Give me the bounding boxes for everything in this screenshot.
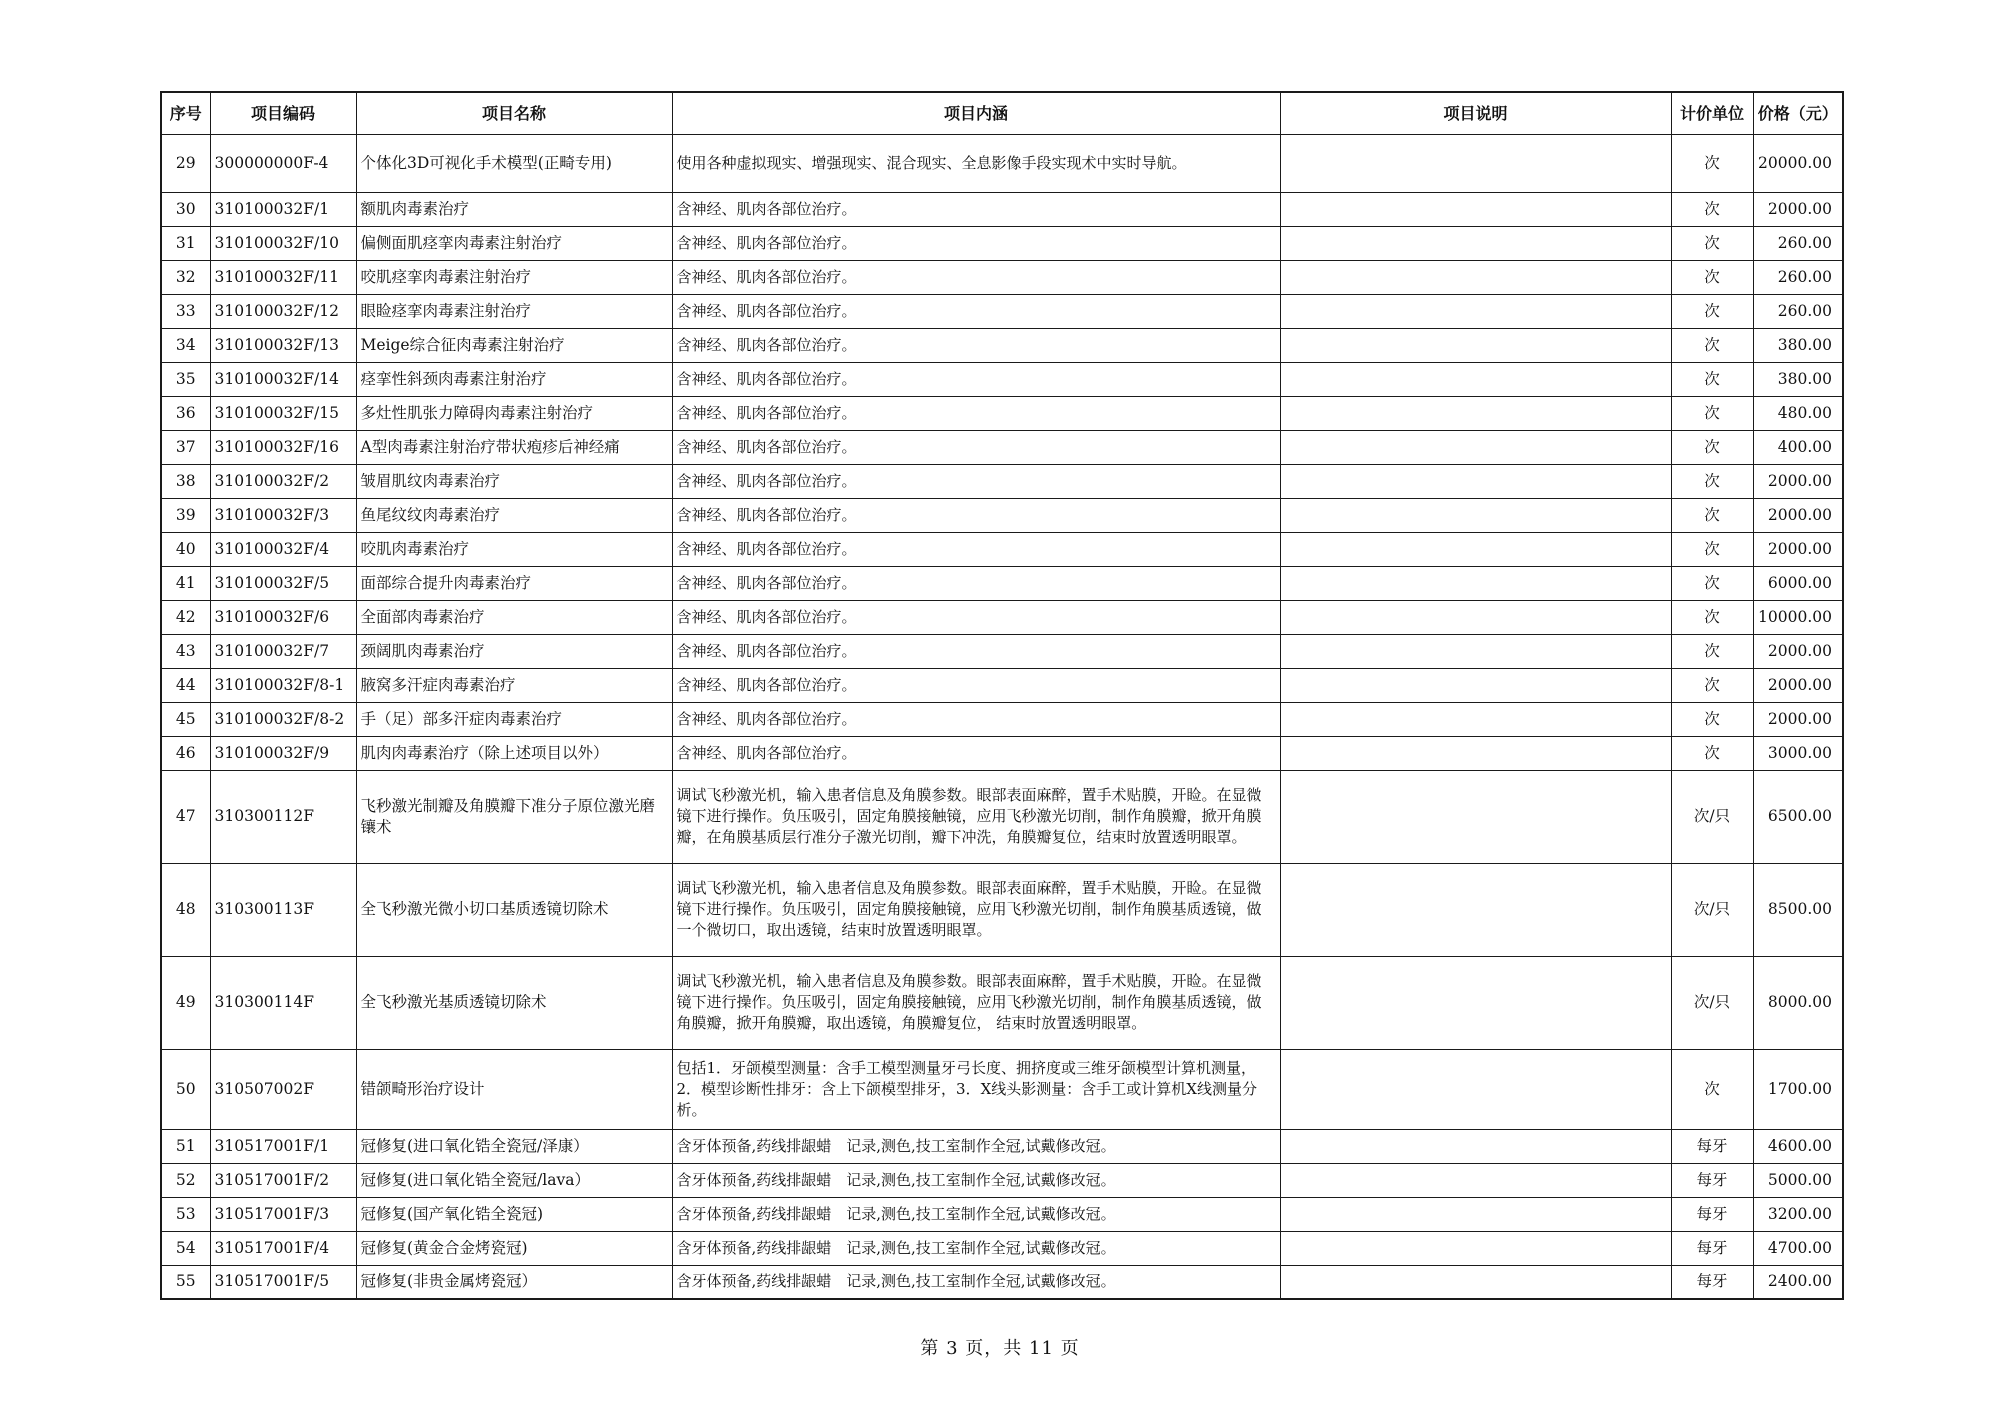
header-code: 项目编码 [210,92,356,134]
row-number: 40 [161,532,210,566]
row-number: 45 [161,702,210,736]
table-row [161,192,1843,226]
item-name: A型肉毒素注射治疗带状疱疹后神经痛 [356,430,672,464]
item-code: 310100032F/5 [210,566,356,600]
table-row [161,532,1843,566]
header-note: 项目说明 [1280,92,1671,134]
pricing-unit: 次 [1671,566,1753,600]
table-row [161,1231,1843,1265]
item-content: 含神经、肌肉各部位治疗。 [672,226,1280,260]
item-price: 260.00 [1753,260,1843,294]
table-row [161,566,1843,600]
item-content: 含神经、肌肉各部位治疗。 [672,668,1280,702]
table-row [161,1265,1843,1299]
item-price: 380.00 [1753,362,1843,396]
item-price: 380.00 [1753,328,1843,362]
pricing-unit: 每牙 [1671,1129,1753,1163]
row-number: 53 [161,1197,210,1231]
item-name: 痉挛性斜颈肉毒素注射治疗 [356,362,672,396]
item-note [1280,1163,1671,1197]
row-number: 35 [161,362,210,396]
table-row [161,1049,1843,1129]
item-price: 8000.00 [1753,956,1843,1049]
pricing-unit: 次 [1671,328,1753,362]
item-content: 含神经、肌肉各部位治疗。 [672,634,1280,668]
item-name: 冠修复(进口氧化锆全瓷冠/泽康） [356,1129,672,1163]
item-note [1280,1129,1671,1163]
item-content: 含神经、肌肉各部位治疗。 [672,498,1280,532]
item-name: 个体化3D可视化手术模型(正畸专用) [356,134,672,192]
item-note [1280,328,1671,362]
item-name: 鱼尾纹纹肉毒素治疗 [356,498,672,532]
item-price: 4700.00 [1753,1231,1843,1265]
item-code: 310300114F [210,956,356,1049]
item-code: 310100032F/6 [210,600,356,634]
table-row [161,956,1843,1049]
item-content: 含神经、肌肉各部位治疗。 [672,566,1280,600]
price-table [160,91,1844,1300]
item-code: 310100032F/14 [210,362,356,396]
table-row [161,634,1843,668]
item-note [1280,702,1671,736]
row-number: 41 [161,566,210,600]
item-price: 2000.00 [1753,498,1843,532]
item-price: 2000.00 [1753,702,1843,736]
item-price: 6000.00 [1753,566,1843,600]
pricing-unit: 次 [1671,1049,1753,1129]
item-note [1280,634,1671,668]
item-price: 4600.00 [1753,1129,1843,1163]
pricing-unit: 次 [1671,260,1753,294]
item-price: 3200.00 [1753,1197,1843,1231]
table-row [161,430,1843,464]
item-price: 2400.00 [1753,1265,1843,1299]
page-number: 第 3 页，共 11 页 [920,1338,1080,1359]
row-number: 51 [161,1129,210,1163]
item-name: 肌肉肉毒素治疗（除上述项目以外） [356,736,672,770]
table-row [161,498,1843,532]
row-number: 39 [161,498,210,532]
item-note [1280,192,1671,226]
pricing-unit: 次 [1671,192,1753,226]
item-price: 20000.00 [1753,134,1843,192]
row-number: 34 [161,328,210,362]
item-name: 腋窝多汗症肉毒素治疗 [356,668,672,702]
item-price: 480.00 [1753,396,1843,430]
item-price: 10000.00 [1753,600,1843,634]
table-body [161,134,1843,1299]
item-note [1280,362,1671,396]
item-content: 调试飞秒激光机，输入患者信息及角膜参数。眼部表面麻醉，置手术贴膜，开睑。在显微镜下进行操作。负压吸引，固定角膜接触镜，应用飞秒激光切削，制作角膜基质透镜，做一个微切口，取出透镜，结束时放置透明眼罩。 [672,863,1280,956]
item-name: 错颌畸形治疗设计 [356,1049,672,1129]
item-content: 使用各种虚拟现实、增强现实、混合现实、全息影像手段实现术中实时导航。 [672,134,1280,192]
table-row [161,260,1843,294]
pricing-unit: 每牙 [1671,1231,1753,1265]
pricing-unit: 次 [1671,362,1753,396]
pricing-unit: 每牙 [1671,1163,1753,1197]
item-content: 含神经、肌肉各部位治疗。 [672,260,1280,294]
item-name: 咬肌痉挛肉毒素注射治疗 [356,260,672,294]
item-price: 2000.00 [1753,464,1843,498]
item-note [1280,1265,1671,1299]
item-note [1280,668,1671,702]
row-number: 55 [161,1265,210,1299]
pricing-unit: 次 [1671,226,1753,260]
item-code: 310100032F/11 [210,260,356,294]
item-code: 300000000F-4 [210,134,356,192]
table-row [161,863,1843,956]
item-code: 310100032F/4 [210,532,356,566]
item-code: 310100032F/15 [210,396,356,430]
item-name: 全飞秒激光微小切口基质透镜切除术 [356,863,672,956]
item-note [1280,498,1671,532]
item-price: 1700.00 [1753,1049,1843,1129]
header-content: 项目内涵 [672,92,1280,134]
item-note [1280,226,1671,260]
table-row [161,464,1843,498]
row-number: 50 [161,1049,210,1129]
item-price: 8500.00 [1753,863,1843,956]
item-code: 310100032F/7 [210,634,356,668]
item-code: 310100032F/2 [210,464,356,498]
row-number: 33 [161,294,210,328]
header-no: 序号 [161,92,210,134]
item-price: 2000.00 [1753,532,1843,566]
item-code: 310100032F/8-1 [210,668,356,702]
item-code: 310300112F [210,770,356,863]
table-row [161,328,1843,362]
pricing-unit: 次 [1671,396,1753,430]
item-name: 偏侧面肌痉挛肉毒素注射治疗 [356,226,672,260]
table-header-row [161,92,1843,134]
pricing-unit: 次/只 [1671,956,1753,1049]
row-number: 49 [161,956,210,1049]
item-note [1280,1049,1671,1129]
item-name: 冠修复(非贵金属烤瓷冠） [356,1265,672,1299]
item-price: 260.00 [1753,226,1843,260]
item-content: 含神经、肌肉各部位治疗。 [672,328,1280,362]
row-number: 46 [161,736,210,770]
item-note [1280,464,1671,498]
item-note [1280,1231,1671,1265]
row-number: 44 [161,668,210,702]
item-code: 310100032F/16 [210,430,356,464]
table-row [161,396,1843,430]
item-content: 调试飞秒激光机，输入患者信息及角膜参数。眼部表面麻醉，置手术贴膜，开睑。在显微镜下进行操作。负压吸引，固定角膜接触镜，应用飞秒激光切削，制作角膜基质透镜，做角膜瓣，掀开角膜瓣，取出透镜，角膜瓣复位， 结束时放置透明眼罩。 [672,956,1280,1049]
pricing-unit: 次/只 [1671,863,1753,956]
item-content: 含神经、肌肉各部位治疗。 [672,396,1280,430]
item-price: 2000.00 [1753,668,1843,702]
item-content: 含牙体预备,药线排龈蜡 记录,测色,技工室制作全冠,试戴修改冠。 [672,1129,1280,1163]
item-note [1280,396,1671,430]
item-code: 310517001F/2 [210,1163,356,1197]
item-content: 含神经、肌肉各部位治疗。 [672,430,1280,464]
item-code: 310100032F/3 [210,498,356,532]
pricing-unit: 次 [1671,668,1753,702]
item-content: 含神经、肌肉各部位治疗。 [672,192,1280,226]
row-number: 31 [161,226,210,260]
table-row [161,736,1843,770]
item-name: 额肌肉毒素治疗 [356,192,672,226]
item-code: 310517001F/4 [210,1231,356,1265]
item-content: 含神经、肌肉各部位治疗。 [672,294,1280,328]
item-name: 手（足）部多汗症肉毒素治疗 [356,702,672,736]
pricing-unit: 次 [1671,600,1753,634]
item-code: 310100032F/12 [210,294,356,328]
row-number: 47 [161,770,210,863]
table-row [161,294,1843,328]
item-name: Meige综合征肉毒素注射治疗 [356,328,672,362]
header-price: 价格（元） [1753,92,1843,134]
item-note [1280,1197,1671,1231]
table-row [161,1129,1843,1163]
header-unit: 计价单位 [1671,92,1753,134]
table-row [161,1163,1843,1197]
pricing-unit: 次 [1671,498,1753,532]
pricing-unit: 次/只 [1671,770,1753,863]
item-name: 颈阔肌肉毒素治疗 [356,634,672,668]
table-row [161,1197,1843,1231]
table-row [161,668,1843,702]
item-content: 包括1．牙颌模型测量：含手工模型测量牙弓长度、拥挤度或三维牙颌模型计算机测量，2．模型诊断性排牙：含上下颌模型排牙，3．X线头影测量：含手工或计算机X线测量分析。 [672,1049,1280,1129]
item-code: 310300113F [210,863,356,956]
item-code: 310100032F/1 [210,192,356,226]
row-number: 29 [161,134,210,192]
table-row [161,600,1843,634]
item-note [1280,863,1671,956]
item-note [1280,956,1671,1049]
table-row [161,770,1843,863]
pricing-unit: 每牙 [1671,1265,1753,1299]
item-note [1280,430,1671,464]
item-content: 含神经、肌肉各部位治疗。 [672,362,1280,396]
item-name: 面部综合提升肉毒素治疗 [356,566,672,600]
item-name: 全面部肉毒素治疗 [356,600,672,634]
row-number: 30 [161,192,210,226]
item-note [1280,260,1671,294]
item-code: 310100032F/13 [210,328,356,362]
row-number: 43 [161,634,210,668]
item-note [1280,294,1671,328]
item-content: 含神经、肌肉各部位治疗。 [672,600,1280,634]
item-content: 含牙体预备,药线排龈蜡 记录,测色,技工室制作全冠,试戴修改冠。 [672,1265,1280,1299]
item-content: 含牙体预备,药线排龈蜡 记录,测色,技工室制作全冠,试戴修改冠。 [672,1197,1280,1231]
item-note [1280,134,1671,192]
pricing-unit: 次 [1671,532,1753,566]
header-name: 项目名称 [356,92,672,134]
item-name: 冠修复(国产氧化锆全瓷冠) [356,1197,672,1231]
pricing-unit: 次 [1671,430,1753,464]
item-code: 310100032F/8-2 [210,702,356,736]
item-content: 含神经、肌肉各部位治疗。 [672,532,1280,566]
pricing-unit: 次 [1671,702,1753,736]
item-name: 皱眉肌纹肉毒素治疗 [356,464,672,498]
item-price: 400.00 [1753,430,1843,464]
item-name: 全飞秒激光基质透镜切除术 [356,956,672,1049]
item-note [1280,736,1671,770]
item-name: 多灶性肌张力障碍肉毒素注射治疗 [356,396,672,430]
item-price: 2000.00 [1753,192,1843,226]
table-row [161,226,1843,260]
item-name: 咬肌肉毒素治疗 [356,532,672,566]
item-note [1280,532,1671,566]
table-row [161,134,1843,192]
item-content: 含牙体预备,药线排龈蜡 记录,测色,技工室制作全冠,试戴修改冠。 [672,1231,1280,1265]
item-code: 310517001F/5 [210,1265,356,1299]
item-content: 含神经、肌肉各部位治疗。 [672,702,1280,736]
item-name: 冠修复(黄金合金烤瓷冠) [356,1231,672,1265]
item-name: 冠修复(进口氧化锆全瓷冠/lava） [356,1163,672,1197]
pricing-unit: 次 [1671,634,1753,668]
item-content: 含神经、肌肉各部位治疗。 [672,736,1280,770]
table-row [161,362,1843,396]
item-price: 260.00 [1753,294,1843,328]
item-code: 310100032F/10 [210,226,356,260]
item-price: 6500.00 [1753,770,1843,863]
item-price: 3000.00 [1753,736,1843,770]
item-note [1280,600,1671,634]
item-content: 含牙体预备,药线排龈蜡 记录,测色,技工室制作全冠,试戴修改冠。 [672,1163,1280,1197]
pricing-unit: 次 [1671,736,1753,770]
row-number: 54 [161,1231,210,1265]
item-content: 含神经、肌肉各部位治疗。 [672,464,1280,498]
row-number: 36 [161,396,210,430]
pricing-unit: 每牙 [1671,1197,1753,1231]
item-name: 眼睑痉挛肉毒素注射治疗 [356,294,672,328]
row-number: 42 [161,600,210,634]
pricing-unit: 次 [1671,294,1753,328]
item-code: 310507002F [210,1049,356,1129]
item-content: 调试飞秒激光机，输入患者信息及角膜参数。眼部表面麻醉，置手术贴膜，开睑。在显微镜下进行操作。负压吸引，固定角膜接触镜，应用飞秒激光切削，制作角膜瓣，掀开角膜瓣，在角膜基质层行准分子激光切削，瓣下冲洗，角膜瓣复位，结束时放置透明眼罩。 [672,770,1280,863]
row-number: 52 [161,1163,210,1197]
row-number: 32 [161,260,210,294]
row-number: 37 [161,430,210,464]
pricing-unit: 次 [1671,464,1753,498]
item-code: 310517001F/3 [210,1197,356,1231]
item-price: 5000.00 [1753,1163,1843,1197]
item-code: 310517001F/1 [210,1129,356,1163]
item-code: 310100032F/9 [210,736,356,770]
row-number: 48 [161,863,210,956]
item-note [1280,566,1671,600]
row-number: 38 [161,464,210,498]
table-row [161,702,1843,736]
pricing-unit: 次 [1671,134,1753,192]
item-note [1280,770,1671,863]
item-name: 飞秒激光制瓣及角膜瓣下准分子原位激光磨镶术 [356,770,672,863]
item-price: 2000.00 [1753,634,1843,668]
